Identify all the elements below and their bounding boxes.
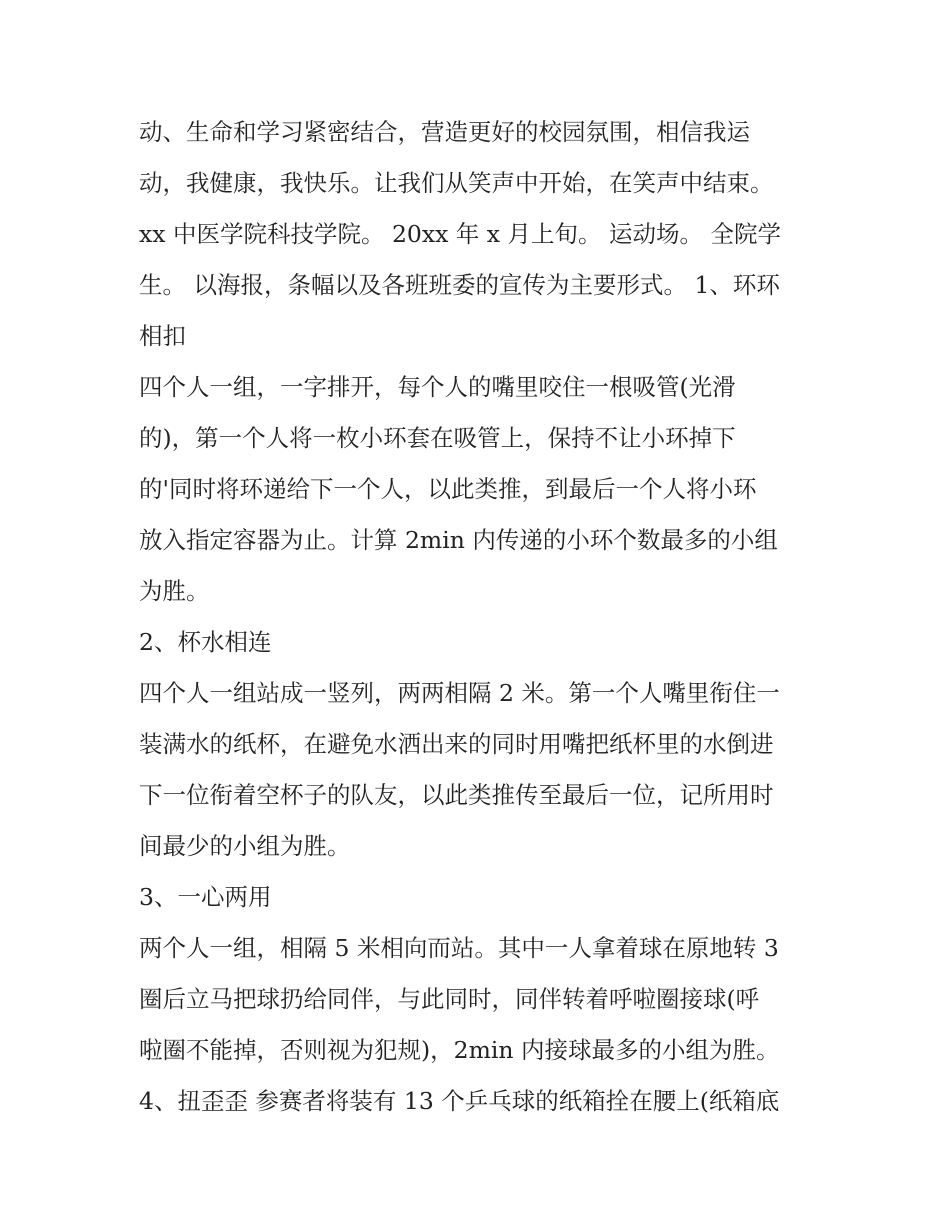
text-line-14: 下一位衔着空杯子的队友，以此类推传至最后一位，记所用时: [139, 781, 774, 809]
text-line-10: 为胜。: [139, 577, 210, 605]
text-line-3: xx 中医学院科技学院。 20xx 年 x 月上旬。 运动场。 全院学: [139, 220, 781, 248]
text-line-6: 四个人一组，一字排开，每个人的嘴里咬住一根吸管(光滑: [139, 373, 736, 401]
text-line-5: 相扣: [139, 322, 186, 350]
text-line-18: 圈后立马把球扔给同伴，与此同时，同伴转着呼啦圈接球(呼: [139, 985, 760, 1013]
text-line-9: 放入指定容器为止。计算 2min 内传递的小环个数最多的小组: [139, 526, 778, 554]
text-line-19: 啦圈不能掉，否则视为犯规)，2min 内接球最多的小组为胜。: [139, 1036, 780, 1064]
text-line-20: 4、扭歪歪 参赛者将装有 13 个乒乓球的纸箱拴在腰上(纸箱底: [139, 1087, 780, 1115]
text-line-8: 的'同时将环递给下一个人，以此类推，到最后一个人将小环: [139, 475, 757, 503]
text-line-2: 动，我健康，我快乐。让我们从笑声中开始，在笑声中结束。: [139, 169, 774, 197]
text-line-4: 生。 以海报，条幅以及各班班委的宣传为主要形式。 1、环环: [139, 271, 780, 299]
text-line-1: 动、生命和学习紧密结合，营造更好的校园氛围，相信我运: [139, 118, 750, 146]
text-line-15: 间最少的小组为胜。: [139, 832, 351, 860]
text-line-7: 的)，第一个人将一枚小环套在吸管上，保持不让小环掉下: [139, 424, 736, 452]
text-line-12: 四个人一组站成一竖列，两两相隔 2 米。第一个人嘴里衔住一: [139, 679, 780, 707]
section-heading-2: 2、杯水相连: [139, 628, 272, 656]
document-body: [139, 107, 819, 1127]
section-heading-3: 3、一心两用: [139, 883, 272, 911]
text-line-13: 装满水的纸杯，在避免水洒出来的同时用嘴把纸杯里的水倒进: [139, 730, 774, 758]
text-line-17: 两个人一组，相隔 5 米相向而站。其中一人拿着球在原地转 3: [139, 934, 779, 962]
